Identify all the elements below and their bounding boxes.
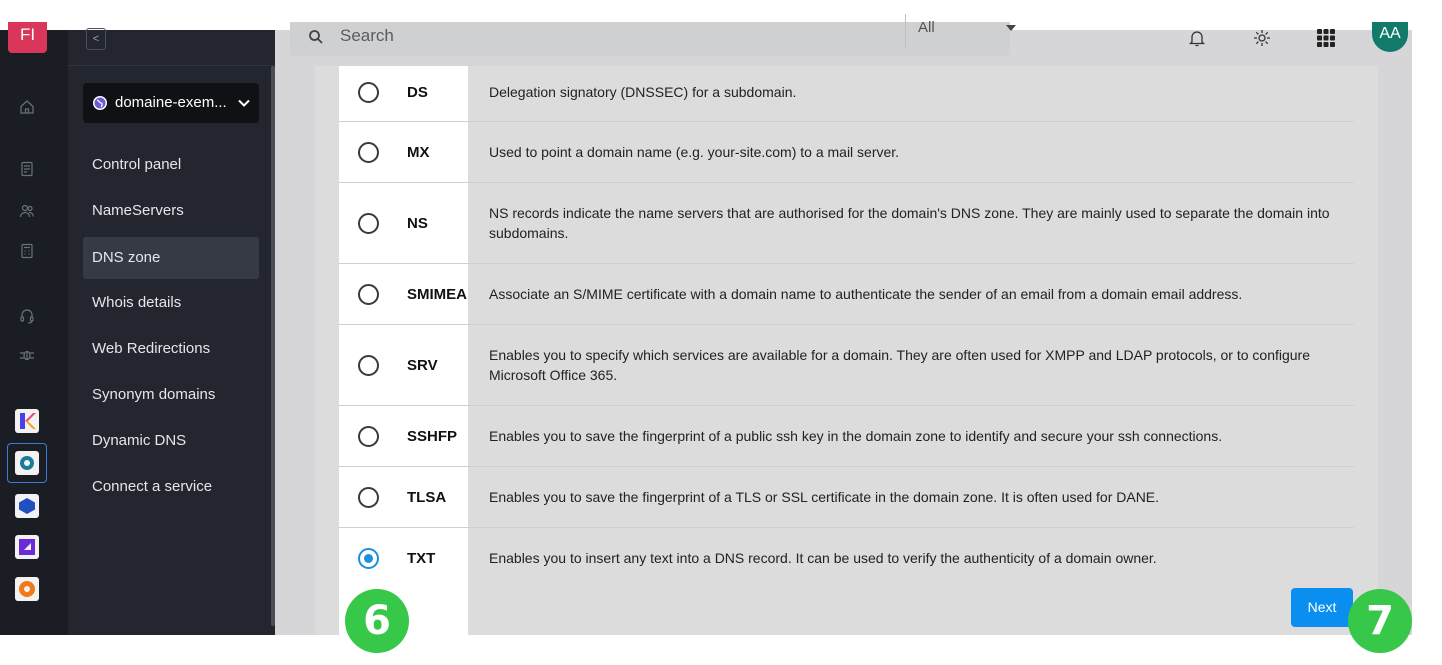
record-type-label: MX xyxy=(407,144,430,161)
app-window xyxy=(0,19,1412,635)
sidenav-header xyxy=(68,30,275,66)
record-description: Associate an S/MIME certificate with a domain name to authenticate the sender of an email from a domain email address. xyxy=(489,286,1243,302)
nav-item-nameservers[interactable]: NameServers xyxy=(92,202,184,219)
brand-logo[interactable]: FI xyxy=(8,22,47,53)
search-input[interactable]: Search xyxy=(340,26,394,45)
record-description: Enables you to specify which services are available for a domain. They are often used for XMPP and LDAP protocols, or to configure Microsoft Office 365. xyxy=(489,347,1311,383)
headset-icon[interactable] xyxy=(19,308,35,324)
swiss-backup-app-icon[interactable] xyxy=(15,535,39,559)
record-type-label: NS xyxy=(407,215,428,232)
calculator-icon[interactable] xyxy=(19,243,35,259)
domain-selector[interactable] xyxy=(83,83,259,123)
record-row-srv[interactable] xyxy=(339,325,1354,406)
record-description: Used to point a domain name (e.g. your-site.com) to a mail server. xyxy=(489,144,900,160)
radio-ns[interactable] xyxy=(358,213,379,234)
bell-icon[interactable] xyxy=(1187,28,1207,48)
record-row-smimea[interactable] xyxy=(339,264,1354,325)
record-description: Delegation signatory (DNSSEC) for a subdomain. xyxy=(489,84,797,100)
search-icon xyxy=(308,29,324,45)
streaming-app-icon[interactable] xyxy=(15,577,39,601)
nav-item-whois-details[interactable]: Whois details xyxy=(92,294,182,311)
radio-mx[interactable] xyxy=(358,142,379,163)
collapse-sidebar-button[interactable]: < xyxy=(86,28,106,50)
bug-icon[interactable] xyxy=(19,347,35,363)
top-bar xyxy=(275,19,1412,66)
user-avatar[interactable]: AA xyxy=(1372,22,1408,52)
record-type-label: DS xyxy=(407,84,428,101)
next-button[interactable]: Next xyxy=(1291,588,1353,627)
record-row-tlsa[interactable] xyxy=(339,467,1354,528)
icon-rail xyxy=(0,25,68,635)
record-row-txt[interactable] xyxy=(339,528,1354,589)
nav-item-synonym-domains[interactable]: Synonym domains xyxy=(92,386,216,403)
search-filter-value: All xyxy=(918,19,935,36)
domains-app-icon[interactable] xyxy=(7,443,47,483)
radio-tlsa[interactable] xyxy=(358,487,379,508)
record-type-label: TXT xyxy=(407,550,436,567)
record-row-mx[interactable] xyxy=(339,122,1354,183)
nav-item-dns-zone[interactable]: DNS zone xyxy=(83,237,259,279)
settings-gear-icon[interactable] xyxy=(1252,28,1272,48)
record-row-ns[interactable] xyxy=(339,183,1354,264)
record-description: NS records indicate the name servers that are authorised for the domain's DNS zone. They are mainly used to separate the domain into subdomains. xyxy=(489,205,1330,241)
radio-sshfp[interactable] xyxy=(358,426,379,447)
radio-srv[interactable] xyxy=(358,355,379,376)
main-content xyxy=(275,66,1412,635)
radio-ds[interactable] xyxy=(358,82,379,103)
record-row-ds[interactable] xyxy=(339,66,1354,122)
hosting-app-icon[interactable] xyxy=(15,494,39,518)
record-description: Enables you to insert any text into a DNS record. It can be used to verify the authenticity of a domain owner. xyxy=(489,550,1157,566)
users-icon[interactable] xyxy=(19,203,35,219)
record-type-label: SRV xyxy=(407,357,438,374)
record-description: Enables you to save the fingerprint of a TLS or SSL certificate in the domain zone. It is often used for DANE. xyxy=(489,489,1160,505)
caret-down-icon xyxy=(1006,25,1016,31)
step-six-badge: 6 xyxy=(345,589,409,653)
globe-icon xyxy=(92,95,108,111)
home-icon[interactable] xyxy=(19,99,35,115)
domain-selector-label: domaine-exem... xyxy=(115,94,227,111)
record-row-sshfp[interactable] xyxy=(339,406,1354,467)
record-type-label: SMIMEA xyxy=(407,286,467,303)
nav-item-web-redirections[interactable]: Web Redirections xyxy=(92,340,211,357)
search-bar[interactable] xyxy=(290,19,1010,56)
record-description: Enables you to save the fingerprint of a public ssh key in the domain zone to identify and secure your ssh connections. xyxy=(489,428,1223,444)
record-type-label: TLSA xyxy=(407,489,447,506)
side-navigation xyxy=(68,30,275,635)
record-type-label: SSHFP xyxy=(407,428,458,445)
step-seven-badge: 7 xyxy=(1348,589,1412,653)
chevron-down-icon xyxy=(237,96,251,110)
record-type-panel xyxy=(315,66,1378,635)
invoice-icon[interactable] xyxy=(19,161,35,177)
search-filter-select[interactable] xyxy=(905,14,1025,48)
radio-txt[interactable] xyxy=(358,548,379,569)
kchat-app-icon[interactable] xyxy=(15,409,39,433)
apps-grid-icon[interactable] xyxy=(1316,28,1336,48)
nav-item-dynamic-dns[interactable]: Dynamic DNS xyxy=(92,432,187,449)
radio-smimea[interactable] xyxy=(358,284,379,305)
nav-item-control-panel[interactable]: Control panel xyxy=(92,156,182,173)
nav-item-connect-service[interactable]: Connect a service xyxy=(92,478,213,495)
